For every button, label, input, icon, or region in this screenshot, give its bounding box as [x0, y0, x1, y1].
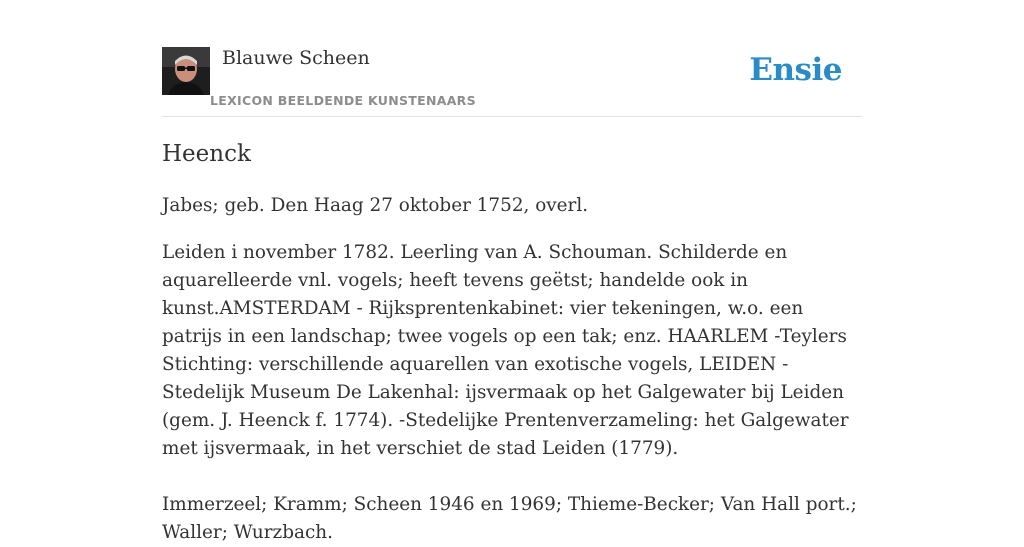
person-with-glasses-icon	[162, 47, 210, 95]
article	[162, 138, 866, 547]
author-avatar[interactable]	[162, 47, 210, 95]
article-paragraph-2: Leiden i november 1782. Leerling van A. Schouman. Schilderde en aquarelleerde vnl. vogels; heeft tevens geëtst; handelde ook in kunst.AMSTERDAM - Rijksprentenkabinet: vier tekeningen, w.o. een patrijs in een landschap; twee vogels op een tak; enz. HAARLEM -Teylers Stichting: verschillende aquarellen van exotische vogels, LEIDEN -Stedelijk Museum De Lakenhal: ijsvermaak op het Galgewater bij Leiden (gem. J. Heenck f. 1774). -Stedelijke Prentenverzameling: het Galgewater met ijsvermaak, in het verschiet de stad Leiden (1779).	[162, 242, 849, 459]
article-paragraph-1: Jabes; geb. Den Haag 27 oktober 1752, overl.	[162, 195, 589, 216]
author-name[interactable]: Blauwe Scheen	[222, 47, 370, 69]
header	[162, 46, 862, 117]
category-label[interactable]: LEXICON BEELDENDE KUNSTENAARS	[210, 93, 476, 108]
article-paragraph-3: Immerzeel; Kramm; Scheen 1946 en 1969; Thieme-Becker; Van Hall port.; Waller; Wurzbach.	[162, 494, 857, 543]
ensie-logo[interactable]: Ensie	[749, 52, 842, 88]
article-title: Heenck	[162, 141, 251, 167]
